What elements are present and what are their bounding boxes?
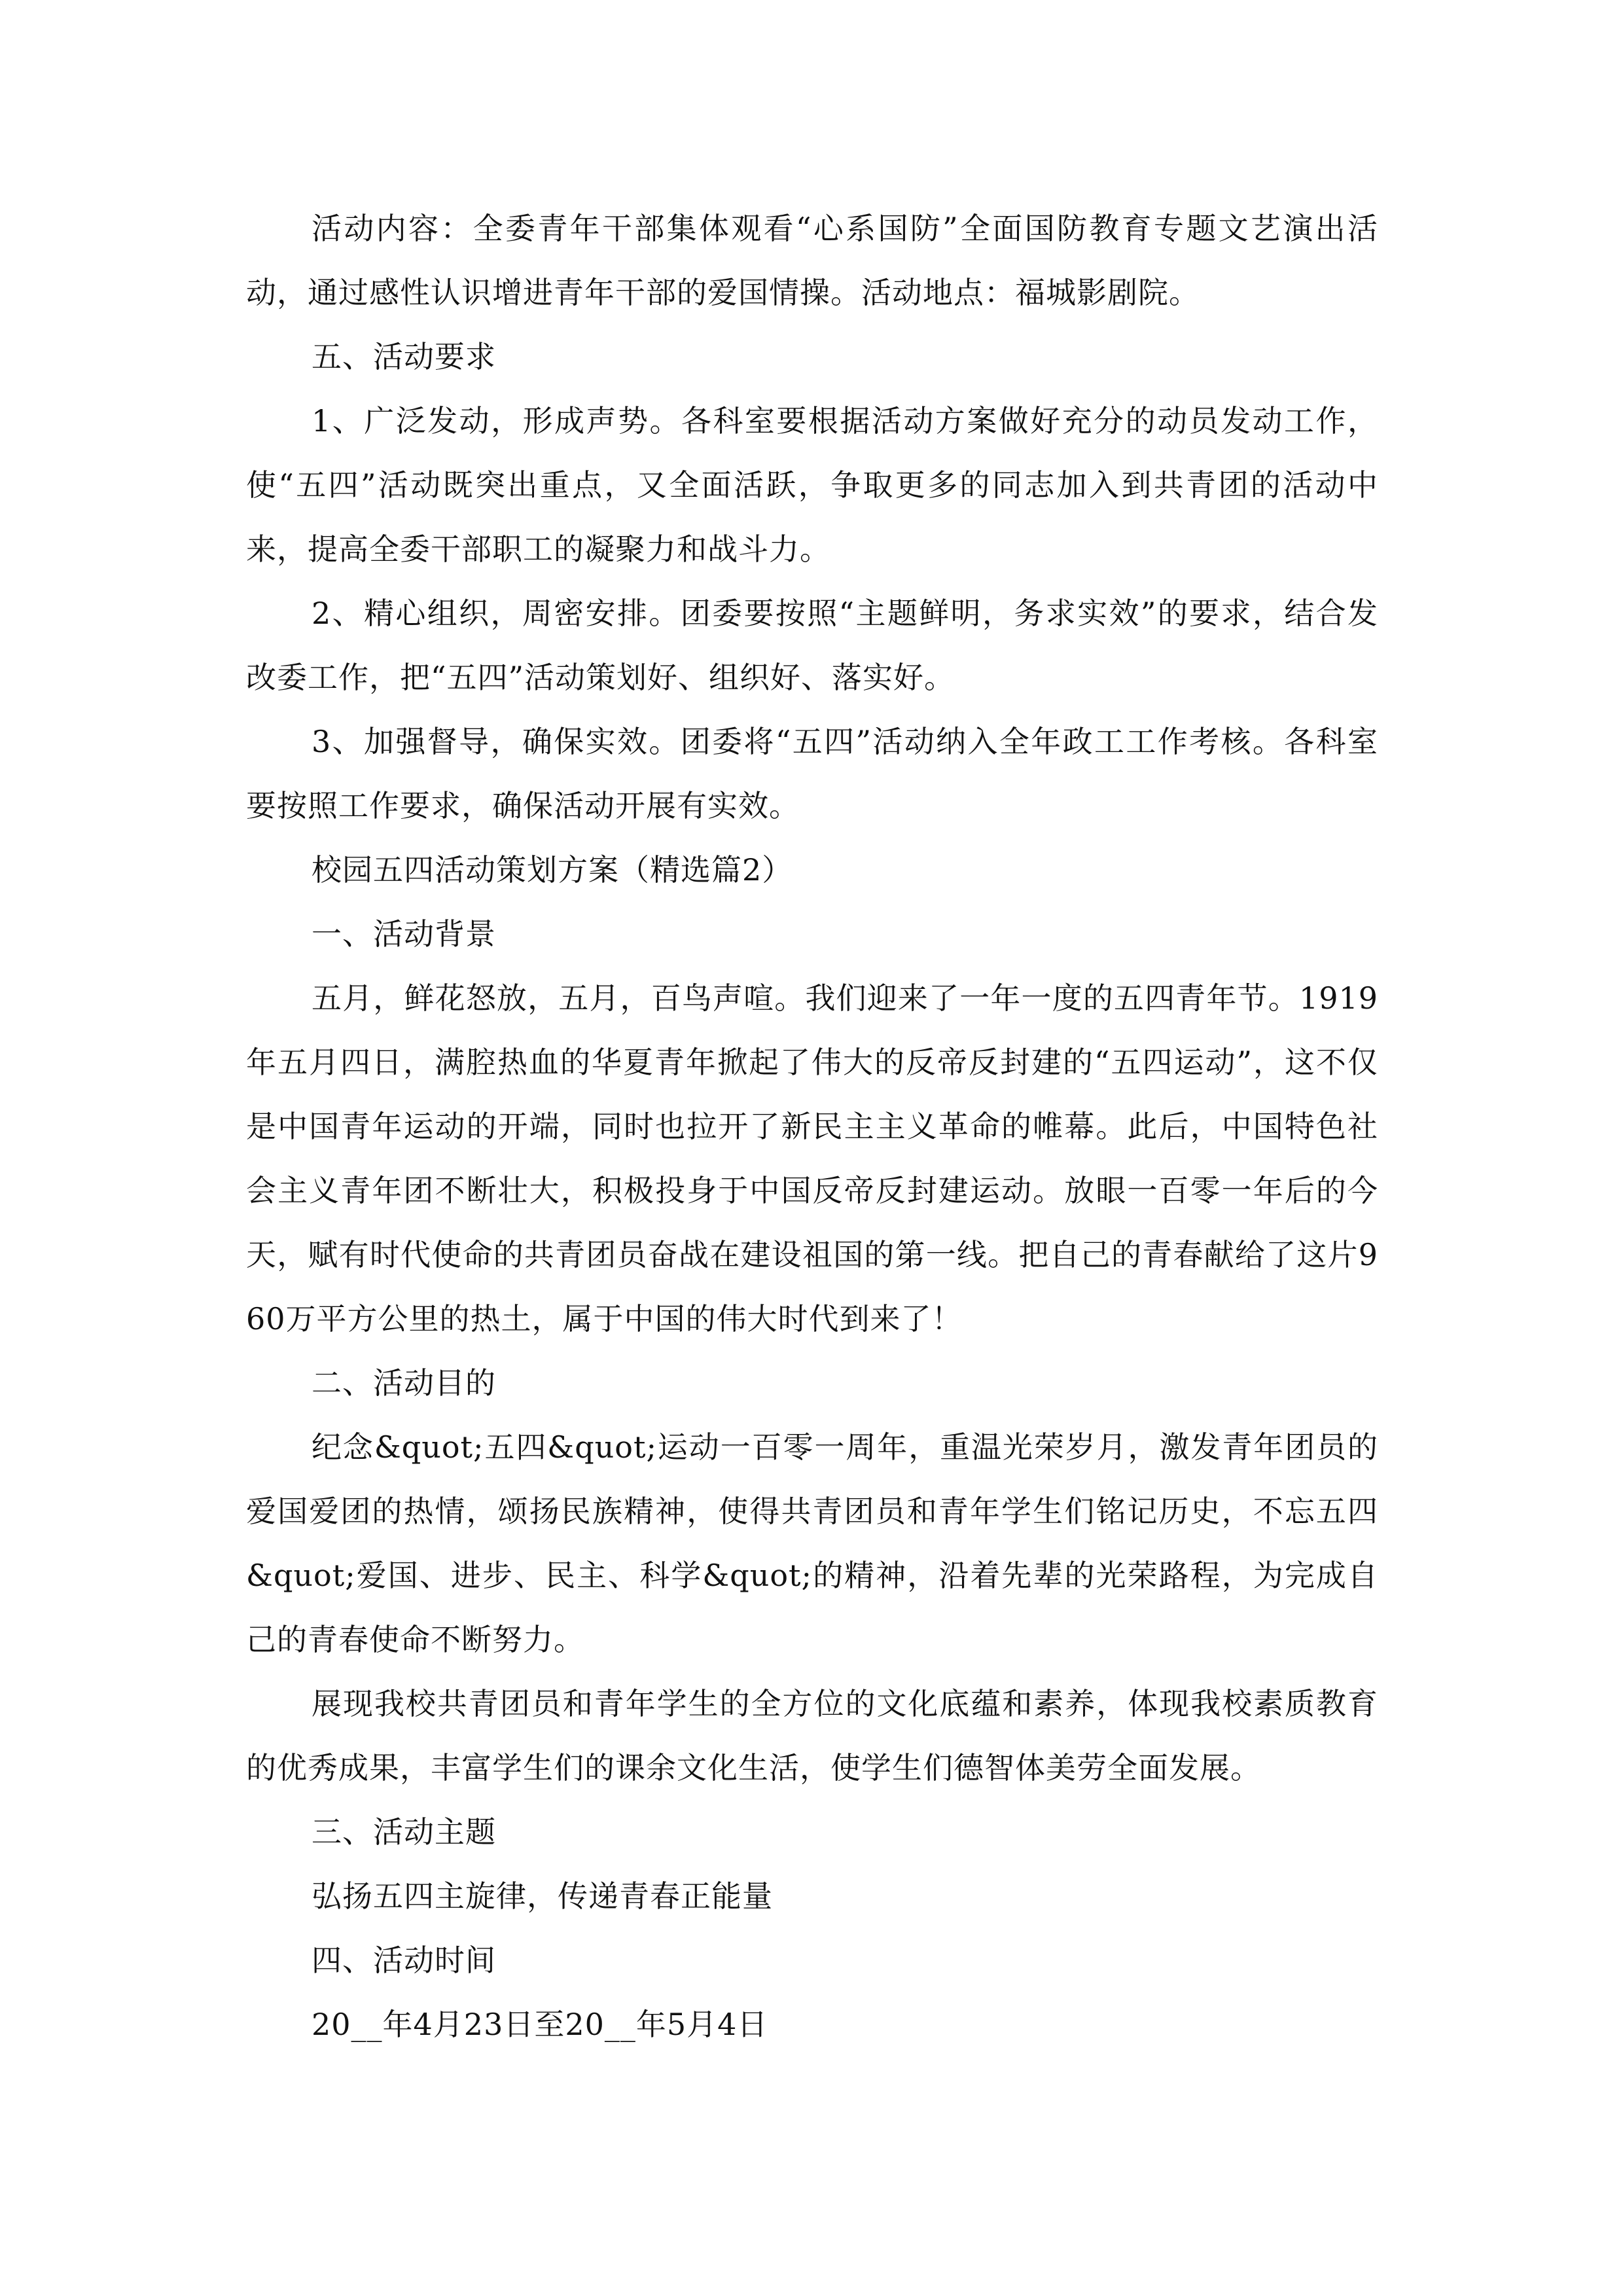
paragraph-requirement-2: 2、精心组织，周密安排。团委要按照“主题鲜明，务求实效”的要求，结合发改委工作，把“五四”活动策划好、组织好、落实好。 [246,596,1378,695]
section-heading-time: 四、活动时间 [312,1943,496,1978]
paragraph-activity-content: 活动内容：全委青年干部集体观看“心系国防”全面国防教育专题文艺演出活动，通过感性认识增进青年干部的爱国情操。活动地点：福城影剧院。 [246,211,1378,310]
section-heading-requirements: 五、活动要求 [312,339,496,374]
paragraph-time: 20__年4月23日至20__年5月4日 [312,2007,768,2042]
paragraph-purpose-2: 展现我校共青团员和青年学生的全方位的文化底蕴和素养，体现我校素质教育的优秀成果，丰富学生们的课余文化生活，使学生们德智体美劳全面发展。 [246,1686,1378,1785]
section-heading-background: 一、活动背景 [312,916,496,952]
paragraph-requirement-1: 1、广泛发动，形成声势。各科室要根据活动方案做好充分的动员发动工作，使“五四”活动既突出重点，又全面活跃，争取更多的同志加入到共青团的活动中来，提高全委干部职工的凝聚力和战斗力。 [246,403,1378,567]
section-heading-theme: 三、活动主题 [312,1814,496,1850]
document-body [246,196,1378,2056]
paragraph-requirement-3: 3、加强督导，确保实效。团委将“五四”活动纳入全年政工工作考核。各科室要按照工作要求，确保活动开展有实效。 [246,724,1378,823]
paragraph-background: 五月，鲜花怒放，五月，百鸟声喧。我们迎来了一年一度的五四青年节。1919年五月四日，满腔热血的华夏青年掀起了伟大的反帝反封建的“五四运动”，这不仅是中国青年运动的开端，同时也拉开了新民主主义革命的帷幕。此后，中国特色社会主义青年团不断壮大，积极投身于中国反帝反封建运动。放眼一百零一年后的今天，赋有时代使命的共青团员奋战在建设祖国的第一线。把自己的青春献给了这片960万平方公里的热土，属于中国的伟大时代到来了！ [246,980,1378,1336]
paragraph-theme: 弘扬五四主旋律，传递青春正能量 [312,1878,773,1914]
plan-title: 校园五四活动策划方案（精选篇2） [312,852,793,888]
paragraph-purpose-1: 纪念&quot;五四&quot;运动一百零一周年，重温光荣岁月，激发青年团员的爱国爱团的热情，颂扬民族精神，使得共青团员和青年学生们铭记历史，不忘五四&quot;爱国、进步、民主、科学&quot;的精神，沿着先辈的光荣路程，为完成自己的青春使命不断努力。 [246,1429,1378,1657]
section-heading-purpose: 二、活动目的 [312,1365,496,1401]
